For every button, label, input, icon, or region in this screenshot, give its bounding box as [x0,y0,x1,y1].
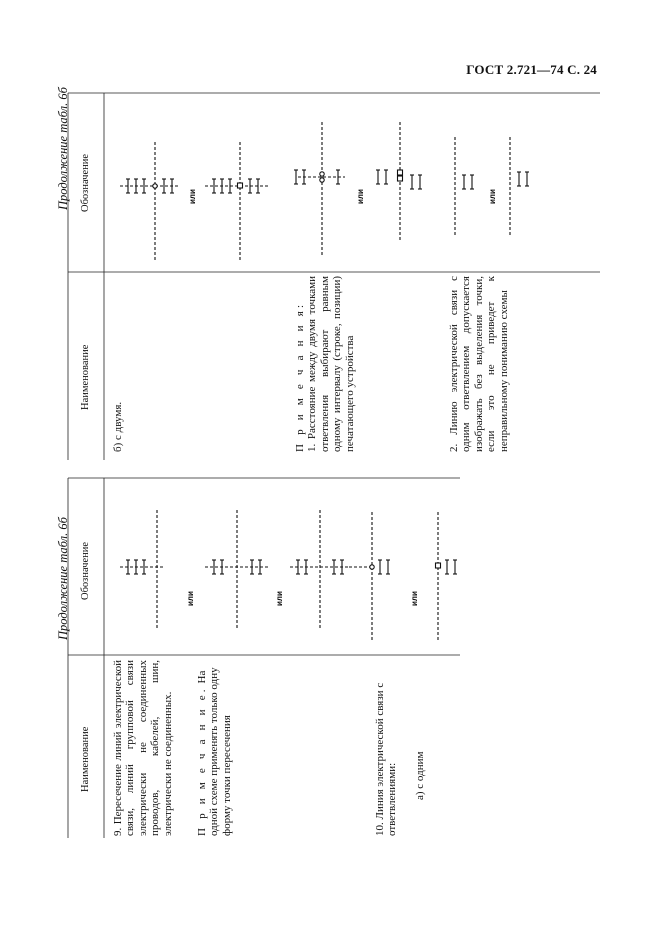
i-marks-10 [462,175,474,189]
branch-dot-n1-a [320,172,324,176]
left-ili-2: или [275,591,284,606]
branch-dot-n1-b [320,178,324,182]
left-col-name-header: Наименование [80,726,91,792]
row10-text: 10. Линия электрической связи с ответвлениями: [374,682,399,836]
right-col-name-header: Наименование [80,344,91,410]
branch-dot-a1 [370,565,374,569]
right-note-1: 1. Расстояние между двумя точками ответвления выбирают равным одному интервалу (строке, позиции) печатающего устройства [306,276,356,452]
left-ili-3: или [410,591,419,606]
right-ili-2: или [356,189,365,204]
row10-sub-a: а) с одним [414,751,426,800]
row9-text: 9. Пересечение линий электрической связи, линий групповой связи электрически не соединенных проводов, кабелей, шин, электрически не соединенных. [112,660,174,836]
right-note-2: 2. Линию электрической связи с одним ответвлением допускается изображать без выделения точки, если это не приведет к неправильному пониманию схемы [448,276,510,452]
branch-dot-b1 [153,184,157,188]
left-table-symbols [120,510,457,640]
right-sub-b: б) с двумя. [112,401,124,452]
branch-square-n1b-a [398,170,403,175]
i-marks-4 [378,560,390,574]
branch-square-b2 [238,183,243,188]
row9-note-text: На одной схеме применять только одну форму точки пересечения [196,667,233,836]
branch-square-a2 [436,563,441,568]
row9-note-label: П р и м е ч а н и е. [196,686,208,836]
page-header: ГОСТ 2.721—74 С. 24 [466,62,597,77]
right-ili-1: или [188,189,197,204]
right-table-continuation: Продолжение табл. 6б [56,87,70,210]
right-col-symbol-header: Обозначение [80,153,91,212]
i-marks-11 [517,172,529,186]
right-notes [294,276,356,452]
right-notes-label: П р и м е ч а н и я: [294,301,306,452]
left-ili-1: или [186,591,195,606]
i-marks-5 [445,560,457,574]
left-col-symbol-header: Обозначение [80,541,91,600]
right-table-symbols [120,120,529,260]
right-ili-3: или [488,189,497,204]
left-table-continuation: Продолжение табл. 6б [56,517,70,640]
branch-square-n1b-b [398,176,403,181]
row9-note [196,660,233,836]
